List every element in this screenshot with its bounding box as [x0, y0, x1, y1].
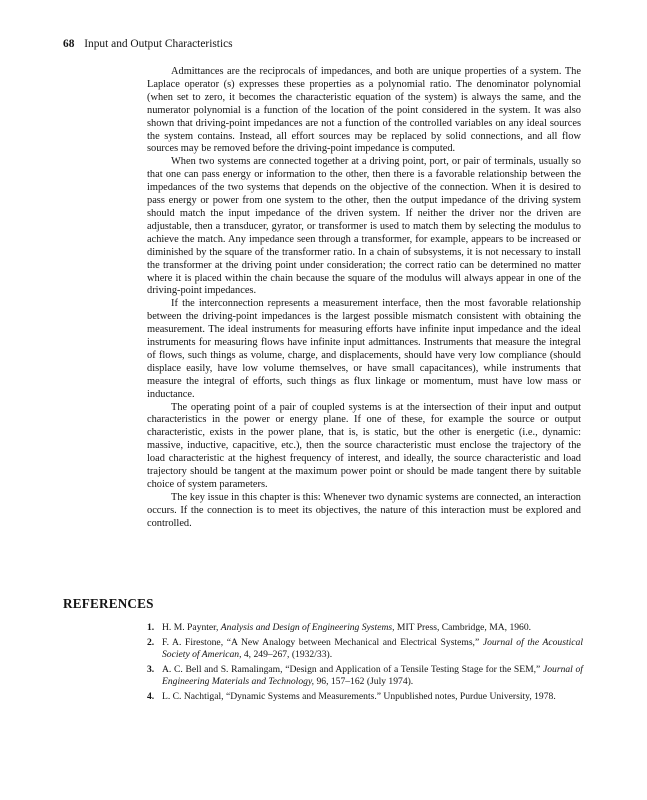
reference-details: MIT Press, Cambridge, MA, 1960. — [394, 622, 532, 633]
reference-item — [147, 637, 583, 661]
references-heading: REFERENCES — [63, 596, 154, 611]
reference-number: 1. — [147, 622, 155, 633]
reference-item — [147, 664, 583, 688]
reference-number: 4. — [147, 690, 155, 702]
running-header — [63, 38, 233, 50]
paragraph: The operating point of a pair of coupled systems is at the intersection of their input and output characteristics in the power or energy plane. If one of these, for example the source or output characteristic, exists in the power plane, that is, is static, but the other is energetic (i.e., dynamic: massive, inductive, capacitive, etc.), then the source characteristic must enclose the trajectory of the load characteristic at the highest frequency of interest, and ideally, the source characteristic and load trajectory should be tangent at the maximum power point or should be made tangent there by suitable choice of system parameters. — [147, 401, 581, 490]
reference-authors: H. M. Paynter, — [162, 622, 221, 633]
paragraph: The key issue in this chapter is this: Whenever two dynamic systems are connected, an interaction occurs. If the connection is to meet its objectives, the nature of this interaction must be explored and controlled. — [147, 491, 581, 529]
paragraph: If the interconnection represents a measurement interface, then the most favorable relationship between the driving-point impedances is the largest possible mismatch consistent with obtaining the measurement. The ideal instruments for measuring efforts have infinite input impedance and the ideal instruments for measuring flows have infinite input admittances. Instruments that measure the integral of flows, such things as volume, charge, and displacements, should have very low compliance (should displace easily, have low volume themselves, or have small capacitances), while instruments that measure the integral of efforts, such things as flux linkage or momentum, must have low mass or inductance. — [147, 298, 581, 400]
reference-number: 3. — [147, 663, 155, 675]
reference-details: 4, 249–267, (1932/33). — [241, 648, 333, 660]
reference-text: L. C. Nachtigal, “Dynamic Systems and Measurements.” Unpublished notes, Purdue University, 1978. — [162, 690, 556, 702]
reference-journal: Journal of the Acoustical Society of American, — [162, 636, 584, 660]
running-title: Input and Output Characteristics — [84, 38, 233, 50]
reference-details: 96, 157–162 (July 1974). — [314, 675, 414, 687]
reference-authors: A. C. Bell and S. Ramalingam, “Design and Application of a Tensile Testing Stage for the SEM,” — [162, 663, 543, 675]
body-text — [147, 66, 581, 531]
reference-authors: F. A. Firestone, “A New Analogy between Mechanical and Electrical Systems,” — [162, 636, 483, 648]
references-list — [147, 622, 583, 706]
paragraph: When two systems are connected together at a driving point, port, or pair of terminals, usually so that one can pass energy or information to the other, then there is a favorable relationship between the impedances of the two systems that depends on the objective of the connection. When it is desired to pass energy or power from one system to the other, then the output impedance of the driving system should match the input impedance of the driven system. If neither the driver nor the driven are adjustable, then a transducer, gyrator, or transformer is used to match them by selecting the modulus to achieve the match. Any impedance seen through a transformer, for example, appears to be increased or diminished by the square of the transformer ratio. In a chain of subsystems, it is not necessary to install the transformer at the driving point under consideration; the correct ratio can be determined no matter where it is placed within the chain because the square of the modulus will always appear in one of the driving-point impedances. — [147, 156, 581, 297]
reference-item — [147, 622, 583, 634]
reference-item — [147, 691, 583, 703]
paragraph: Admittances are the reciprocals of impedances, and both are unique properties of a system. The Laplace operator (s) expresses these properties as a polynomial ratio. The denominator polynomial (when set to zero, it becomes the characteristic equation of the system) is always the same, and the numerator polynomial is a function of the location of the point considered in the system. It was also shown that driving-point impedances are not a function of the controlled variables on any ideal sources the system contains. Instead, all effort sources may be replaced by solid connections, and all flow sources may be removed before the driving-point impedance is computed. — [147, 66, 581, 155]
reference-number: 2. — [147, 636, 155, 648]
reference-title: Analysis and Design of Engineering Systems, — [220, 622, 395, 633]
page-number: 68 — [63, 38, 75, 50]
reference-journal: Journal of Engineering Materials and Technology, — [162, 663, 583, 687]
